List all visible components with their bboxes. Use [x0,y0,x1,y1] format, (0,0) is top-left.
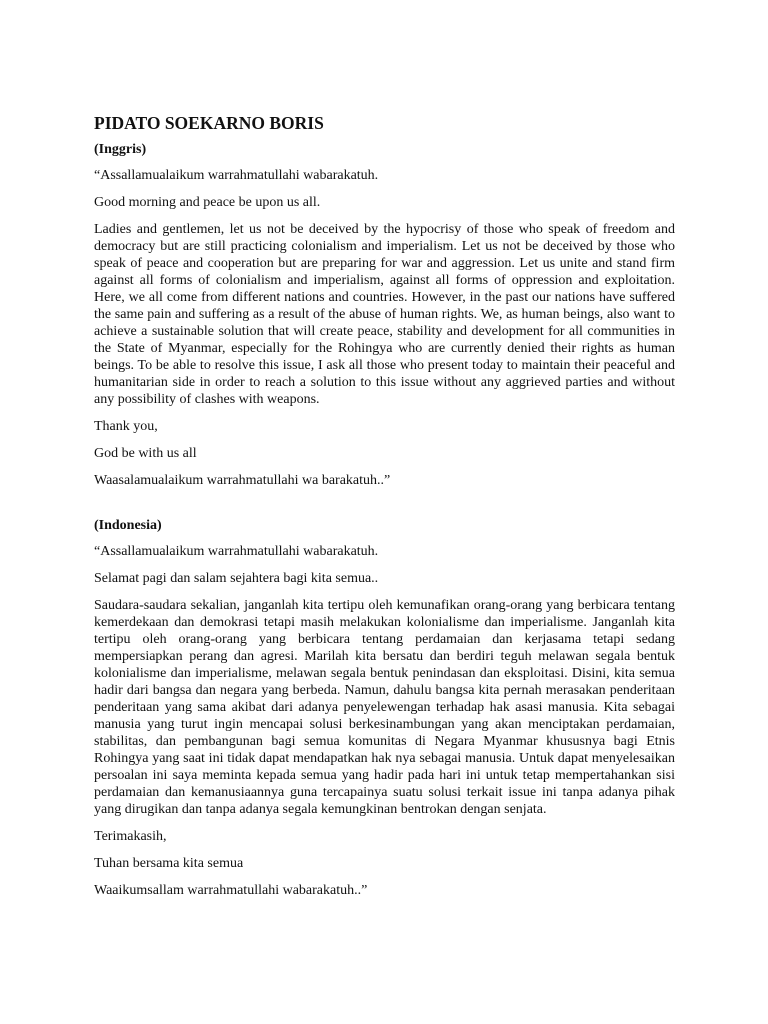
indonesian-blessing: Tuhan bersama kita semua [94,856,244,871]
english-opening: “Assallamualaikum warrahmatullahi wabarakatuh. [94,168,379,183]
english-body: Ladies and gentlemen, let us not be deceived by the hypocrisy of those who speak of freedom and democracy but are still practicing colonialism and imperialism. Let us not be deceived by those who speak of peace and cooperation but are preparing for war and aggression. Let us unite and stand firm against all forms of colonialism and imperialism, against all forms of oppression and exploitation. Here, we all come from different nations and countries. However, in the past our nations have suffered the same pain and suffering as a result of the abuse of human rights. We, as human beings, also want to achieve a sustainable solution that will create peace, stability and development for all communities in the State of Myanmar, especially for the Rohingya who are currently denied their rights as human beings. To be able to resolve this issue, I ask all those who present today to maintain their peaceful and humanitarian side in order to reach a solution to this issue without any aggrieved parties and without any possibility of clashes with weapons. [94,222,675,407]
document-page [94,112,675,909]
english-heading: (Inggris) [94,142,147,157]
indonesian-greeting: Selamat pagi dan salam sejahtera bagi kita semua.. [94,571,379,586]
indonesian-thanks: Terimakasih, [94,829,167,844]
english-blessing: God be with us all [94,446,197,461]
indonesian-body: Saudara-saudara sekalian, janganlah kita tertipu oleh kemunafikan orang-orang yang berbicara tentang kemerdekaan dan demokrasi tetapi masih melakukan kolonialisme dan imperialisme. Janganlah kita tertipu oleh orang-orang yang berbicara tentang perdamaian dan kerjasama tetapi sedang mempersiapkan perang dan agresi. Marilah kita bersatu dan berdiri teguh melawan segala bentuk kolonialisme dan imperialisme, melawan segala bentuk penindasan dan eksploitasi. Disini, kita semua hadir dari bangsa dan negara yang berbeda. Namun, dahulu bangsa kita pernah merasakan penderitaan penderitaan yang sama akibat dari adanya penyelewengan terhadap hak asasi manusia. Kita sebagai manusia yang turut ingin mencapai solusi berkesinambungan yang akan menciptakan perdamaian, stabilitas, dan pembangunan bagi semua komunitas di Negara Myanmar khususnya bagi Etnis Rohingya yang saat ini tidak dapat mendapatkan hak nya sebagai manusia. Untuk dapat menyelesaikan persoalan ini saya meminta kepada semua yang hadir pada hari ini untuk tetap mempertahankan sisi perdamaian dan kemanusiaannya guna tercapainya suatu solusi terkait issue ini tanpa adanya pihak yang dirugikan dan tanpa adanya segala kemungkinan bentrokan dengan senjata. [94,598,675,817]
indonesian-heading: (Indonesia) [94,518,162,533]
english-thanks: Thank you, [94,419,158,434]
document-title: PIDATO SOEKARNO BORIS [94,113,324,133]
english-closing: Waasalamualaikum warrahmatullahi wa barakatuh..” [94,473,391,488]
indonesian-closing: Waaikumsallam warrahmatullahi wabarakatuh..” [94,883,368,898]
section-gap [94,499,675,517]
english-greeting: Good morning and peace be upon us all. [94,195,321,210]
indonesian-opening: “Assallamualaikum warrahmatullahi wabarakatuh. [94,544,379,559]
